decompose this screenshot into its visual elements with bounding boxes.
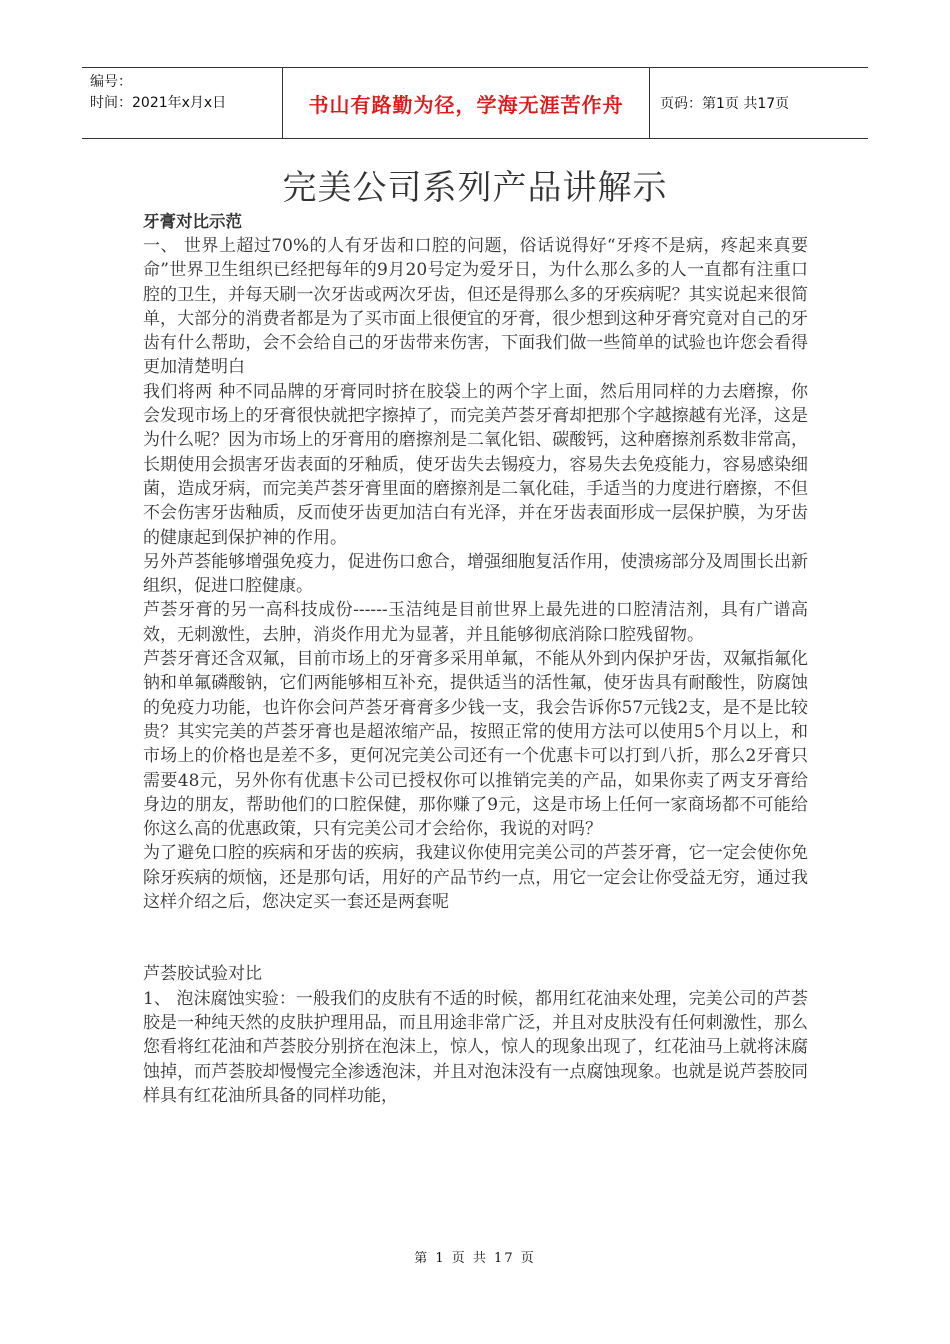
header-page-info-cell [650,68,868,138]
paragraph: 另外芦荟能够增强免疫力，促进伤口愈合，增强细胞复活作用，使溃疡部分及周围长出新组织，促进口腔健康。 [143,551,808,597]
document-date: 时间：2021年x月x日 [90,95,227,111]
paragraph: 我们将两 种不同品牌的牙膏同时挤在胶袋上的两个字上面，然后用同样的力去磨擦，你会发现市场上的牙膏很快就把字擦掉了，而完美芦荟牙膏却把那个字越擦越有光泽，这是为什么呢？因为市场上的牙膏用的磨擦剂是二氧化铝、碳酸钙，这种磨擦剂系数非常高，长期使用会损害牙齿表面的牙釉质，使牙齿失去锡疫力，容易失去免疫能力，容易感染细菌，造成牙病，而完美芦荟牙膏里面的磨擦剂是二氧化硅，手适当的力度进行磨擦，不但不会伤害牙齿釉质，反而使牙齿更加洁白有光泽，并在牙齿表面形成一层保护膜，为牙齿的健康起到保护神的作用。 [143,381,808,548]
paragraph: 芦荟牙膏的另一高科技成份------玉洁纯是目前世界上最先进的口腔清洁剂，具有广谱高效，无刺激性，去肿，消炎作用尤为显著，并且能够彻底消除口腔残留物。 [143,600,808,645]
document-title: 完美公司系列产品讲解示 [282,168,668,208]
header-meta [82,68,282,138]
header-table [82,67,868,139]
header-page-info: 页码：第1页 共17页 [660,96,790,112]
paragraph: 芦荟牙膏还含双氟，目前市场上的牙膏多采用单氟，不能从外到内保护牙齿，双氟指氟化钠和单氟磷酸钠，它们两能够相互补充，提供适当的活性氟，使牙齿具有耐酸性，防腐蚀的免疫力功能，也许你会问芦荟牙膏膏多少钱一支，我会告诉你57元钱2支，是不是比较贵？其实完美的芦荟牙膏也是超浓缩产品，按照正常的使用方法可以使用5个月以上，和市场上的价格也是差不多，更何况完美公司还有一个优惠卡可以打到八折，那么2牙膏只需要48元，另外你有优惠卡公司已授权你可以推销完美的产品，如果你卖了两支牙膏给身边的朋友，帮助他们的口腔保健，那你赚了9元，这是市场上任何一家商场都不可能给你这么高的优惠政策，只有完美公司才会给你，我说的对吗？ [143,649,808,840]
section-heading-aloe-gel: 芦荟胶试验对比 [143,964,262,985]
header-motto-cell [282,68,650,138]
section-spacer [143,914,808,962]
paragraph: 1、 泡沫腐蚀实验：一般我们的皮肤有不适的时候，都用红花油来处理，完美公司的芦荟胶是一种纯天然的皮肤护理用品，而且用途非常广泛，并且对皮肤没有任何刺激性，那么您看将红花油和芦荟胶分别挤在泡沫上，惊人，惊人的现象出现了，红花油马上就将沫腐蚀掉，而芦荟胶却慢慢完全渗透泡沫，并且对泡沫没有一点腐蚀现象。也就是说芦荟胶同样具有红花油所具备的同样功能， [143,988,808,1106]
paragraph: 为了避免口腔的疾病和牙齿的疾病，我建议你使用完美公司的芦荟牙膏，它一定会使你免除牙疾病的烦恼，还是那句话，用好的产品节约一点，用它一定会让你受益无穷，通过我这样介绍之后，您决定买一套还是两套呢 [143,843,808,913]
section-heading-toothpaste: 牙膏对比示范 [143,212,242,231]
paragraph: 一、 世界上超过70%的人有牙齿和口腔的问题，俗话说得好“牙疼不是病，疼起来真要命”世界卫生组织已经把每年的9月20号定为爱牙日，为什么那么多的人一直都有注重口腔的卫生，并每天刷一次牙齿或两次牙齿，但还是得那么多的牙疾病呢？其实说起来很简单，大部分的消费者都是为了买市面上很便宜的牙膏，很少想到这种牙膏究竟对自己的牙齿有什么帮助，会不会给自己的牙齿带来伤害，下面我们做一些简单的试验也许您会看得更加清楚明白 [143,236,808,378]
header-motto: 书山有路勤为径，学海无涯苦作舟 [308,92,624,117]
document-body [143,210,808,1108]
page-footer: 第 1 页 共 17 页 [414,1251,536,1266]
document-number-label: 编号： [90,74,132,90]
